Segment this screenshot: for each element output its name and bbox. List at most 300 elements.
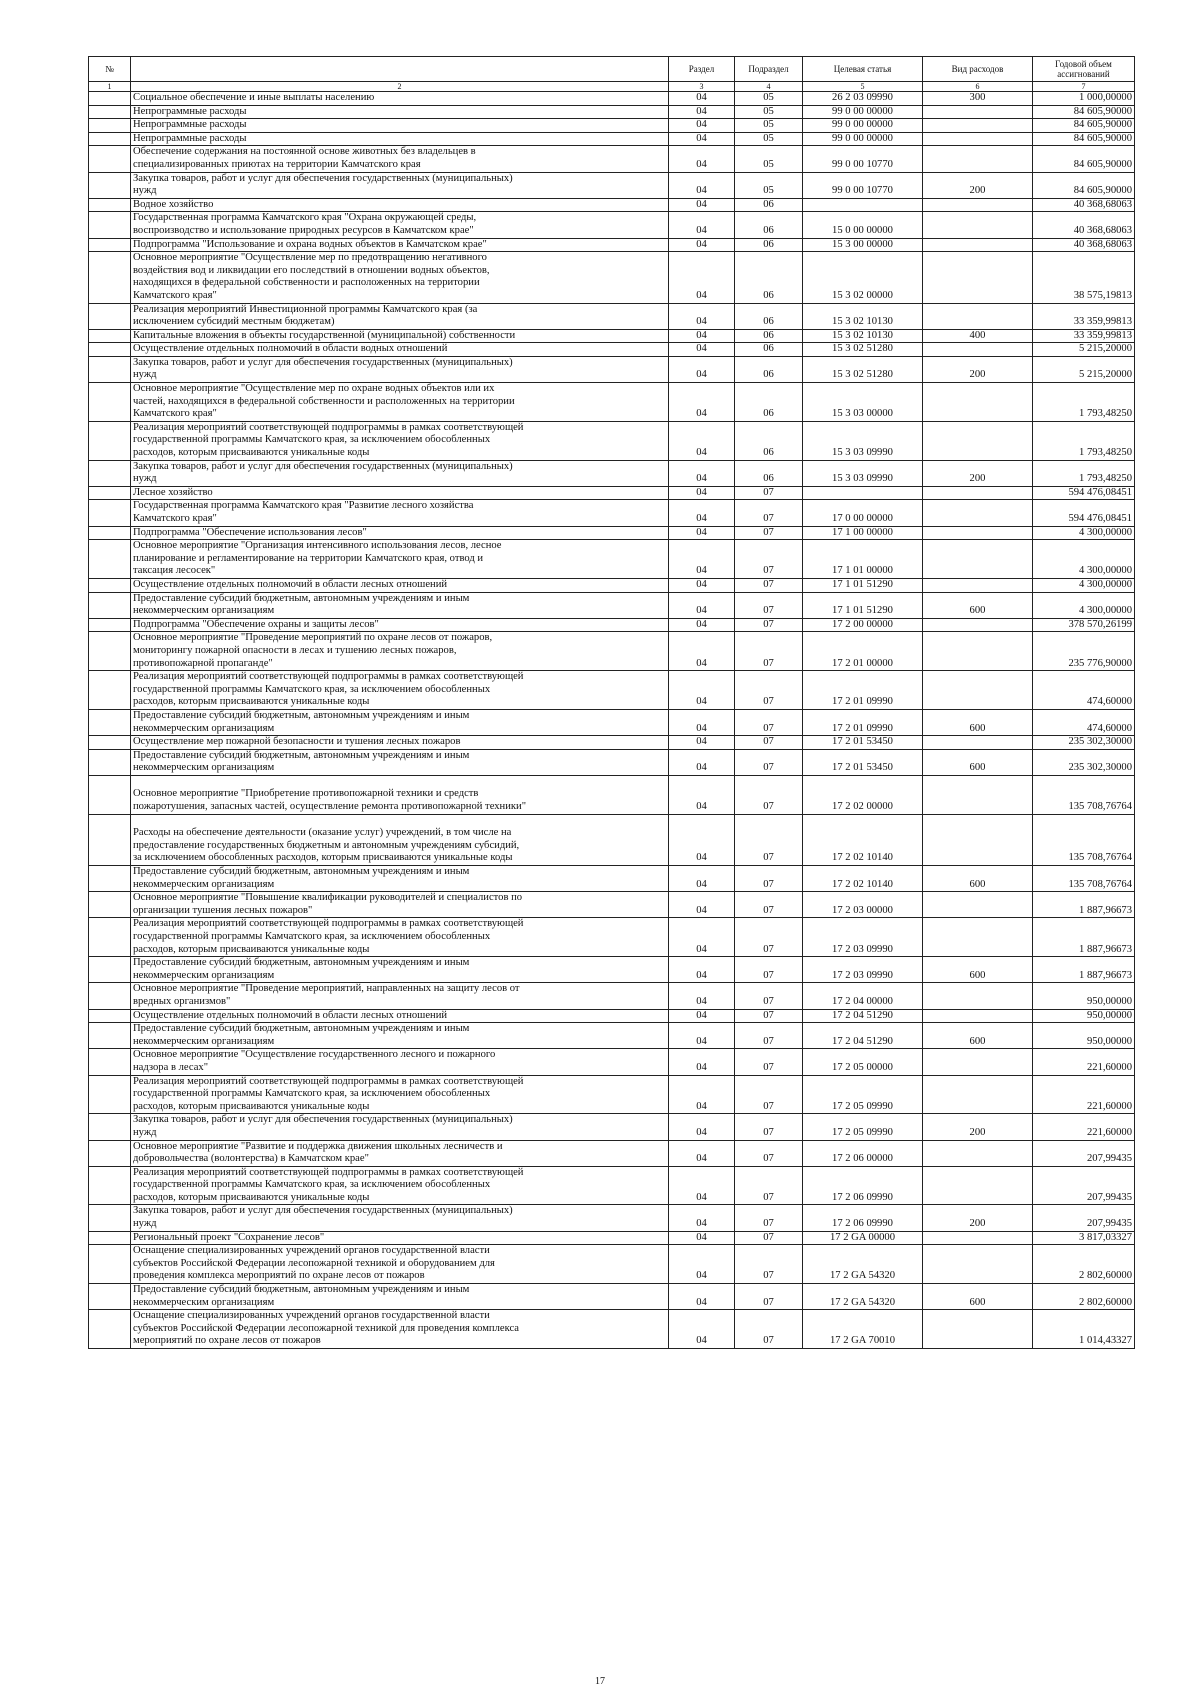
item-name: Осуществление мер пожарной безопасности и тушения лесных пожаров — [131, 736, 669, 750]
section-code: 04 — [669, 578, 735, 592]
subsection-code: 06 — [735, 356, 803, 382]
row-number-cell — [89, 1140, 131, 1166]
item-name: Государственная программа Камчатского края "Развитие лесного хозяйства Камчатского края" — [131, 500, 669, 526]
table-row — [89, 892, 1135, 918]
expense-type — [923, 526, 1033, 540]
annual-amount: 38 575,19813 — [1033, 252, 1135, 303]
section-code: 04 — [669, 526, 735, 540]
row-number-cell — [89, 749, 131, 775]
annual-amount: 221,60000 — [1033, 1114, 1135, 1140]
table-row — [89, 1205, 1135, 1231]
annual-amount: 235 302,30000 — [1033, 736, 1135, 750]
subsection-code: 06 — [735, 383, 803, 422]
annual-amount: 135 708,76764 — [1033, 814, 1135, 865]
item-name: Непрограммные расходы — [131, 105, 669, 119]
expense-type — [923, 212, 1033, 238]
table-row — [89, 1114, 1135, 1140]
table-row — [89, 132, 1135, 146]
table-row — [89, 578, 1135, 592]
subsection-code: 07 — [735, 526, 803, 540]
section-code: 04 — [669, 957, 735, 983]
table-row — [89, 1140, 1135, 1166]
item-name: Основное мероприятие "Развитие и поддержка движения школьных лесничеств и добровольчества (волонтерства) в Камчатском крае" — [131, 1140, 669, 1166]
item-name: Предоставление субсидий бюджетным, автономным учреждениям и иным некоммерческим организациям — [131, 709, 669, 735]
table-row — [89, 749, 1135, 775]
target-article: 99 0 00 00000 — [803, 132, 923, 146]
target-article: 99 0 00 00000 — [803, 105, 923, 119]
target-article: 17 2 06 09990 — [803, 1166, 923, 1205]
table-row — [89, 866, 1135, 892]
table-row — [89, 957, 1135, 983]
row-number-cell — [89, 892, 131, 918]
expense-type — [923, 632, 1033, 671]
row-number-cell — [89, 486, 131, 500]
target-article: 17 2 06 00000 — [803, 1140, 923, 1166]
subsection-code: 07 — [735, 1114, 803, 1140]
table-row — [89, 146, 1135, 172]
expense-type — [923, 238, 1033, 252]
section-code: 04 — [669, 421, 735, 460]
annual-amount: 5 215,20000 — [1033, 356, 1135, 382]
subsection-code: 06 — [735, 198, 803, 212]
item-name: Капитальные вложения в объекты государственной (муниципальной) собственности — [131, 329, 669, 343]
row-number-cell — [89, 1231, 131, 1245]
expense-type — [923, 146, 1033, 172]
target-article: 17 1 00 00000 — [803, 526, 923, 540]
row-number-cell — [89, 172, 131, 198]
section-code: 04 — [669, 343, 735, 357]
section-code: 04 — [669, 119, 735, 133]
table-row — [89, 540, 1135, 579]
subsection-code: 07 — [735, 1284, 803, 1310]
section-code: 04 — [669, 252, 735, 303]
table-row — [89, 1166, 1135, 1205]
target-article: 15 3 03 00000 — [803, 383, 923, 422]
row-number-cell — [89, 132, 131, 146]
target-article: 15 3 02 10130 — [803, 329, 923, 343]
subsection-code: 07 — [735, 1049, 803, 1075]
row-number-cell — [89, 343, 131, 357]
expense-type — [923, 1245, 1033, 1284]
expense-type — [923, 105, 1033, 119]
subsection-code: 07 — [735, 618, 803, 632]
column-number-row — [89, 82, 1135, 92]
expense-type — [923, 421, 1033, 460]
expense-type — [923, 1166, 1033, 1205]
target-article: 17 1 01 51290 — [803, 592, 923, 618]
table-row — [89, 500, 1135, 526]
annual-amount: 1 793,48250 — [1033, 421, 1135, 460]
item-name: Реализация мероприятий соответствующей подпрограммы в рамках соответствующей государственной программы Камчатского края, за исключением обособленных расходов, которым присваиваются уникальные коды — [131, 1166, 669, 1205]
expense-type — [923, 252, 1033, 303]
expense-type: 200 — [923, 172, 1033, 198]
annual-amount: 474,60000 — [1033, 709, 1135, 735]
table-row — [89, 632, 1135, 671]
expense-type: 200 — [923, 460, 1033, 486]
row-number-cell — [89, 814, 131, 865]
table-row — [89, 212, 1135, 238]
annual-amount: 221,60000 — [1033, 1075, 1135, 1114]
row-number-cell — [89, 460, 131, 486]
expense-type — [923, 1049, 1033, 1075]
subsection-code: 06 — [735, 343, 803, 357]
section-code: 04 — [669, 632, 735, 671]
section-code: 04 — [669, 749, 735, 775]
budget-table — [88, 56, 1135, 1349]
section-code: 04 — [669, 866, 735, 892]
section-code: 04 — [669, 918, 735, 957]
annual-amount: 4 300,00000 — [1033, 526, 1135, 540]
expense-type: 600 — [923, 866, 1033, 892]
item-name: Социальное обеспечение и иные выплаты населению — [131, 92, 669, 106]
item-name: Закупка товаров, работ и услуг для обеспечения государственных (муниципальных) нужд — [131, 172, 669, 198]
row-number-cell — [89, 500, 131, 526]
expense-type — [923, 343, 1033, 357]
target-article: 15 3 02 10130 — [803, 303, 923, 329]
section-code: 04 — [669, 709, 735, 735]
section-code: 04 — [669, 198, 735, 212]
target-article: 99 0 00 10770 — [803, 172, 923, 198]
item-name: Предоставление субсидий бюджетным, автономным учреждениям и иным некоммерческим организациям — [131, 1023, 669, 1049]
page-number: 17 — [595, 1676, 605, 1687]
table-row — [89, 1245, 1135, 1284]
annual-amount: 135 708,76764 — [1033, 775, 1135, 814]
row-number-cell — [89, 105, 131, 119]
section-code: 04 — [669, 1166, 735, 1205]
item-name: Подпрограмма "Обеспечение использования лесов" — [131, 526, 669, 540]
row-number-cell — [89, 866, 131, 892]
table-row — [89, 1231, 1135, 1245]
annual-amount: 1 793,48250 — [1033, 383, 1135, 422]
target-article: 15 0 00 00000 — [803, 212, 923, 238]
row-number-cell — [89, 146, 131, 172]
annual-amount: 1 014,43327 — [1033, 1310, 1135, 1349]
header-row — [89, 57, 1135, 82]
section-code: 04 — [669, 1245, 735, 1284]
annual-amount: 2 802,60000 — [1033, 1284, 1135, 1310]
annual-amount: 33 359,99813 — [1033, 303, 1135, 329]
section-code: 04 — [669, 303, 735, 329]
column-number: 4 — [735, 82, 803, 92]
section-code: 04 — [669, 356, 735, 382]
target-article: 17 0 00 00000 — [803, 500, 923, 526]
expense-type: 400 — [923, 329, 1033, 343]
item-name: Основное мероприятие "Приобретение противопожарной техники и средств пожаротушения, запасных частей, осуществление ремонта противопожарной техники" — [131, 775, 669, 814]
annual-amount: 5 215,20000 — [1033, 343, 1135, 357]
section-code: 04 — [669, 238, 735, 252]
section-code: 04 — [669, 1310, 735, 1349]
expense-type — [923, 1075, 1033, 1114]
subsection-code: 07 — [735, 632, 803, 671]
row-number-cell — [89, 92, 131, 106]
subsection-code: 07 — [735, 500, 803, 526]
item-name: Закупка товаров, работ и услуг для обеспечения государственных (муниципальных) нужд — [131, 1205, 669, 1231]
column-number: 1 — [89, 82, 131, 92]
target-article: 17 2 02 00000 — [803, 775, 923, 814]
table-row — [89, 238, 1135, 252]
table-row — [89, 329, 1135, 343]
table-row — [89, 671, 1135, 710]
annual-amount: 2 802,60000 — [1033, 1245, 1135, 1284]
target-article: 15 3 02 00000 — [803, 252, 923, 303]
subsection-code: 05 — [735, 105, 803, 119]
target-article: 17 2 03 00000 — [803, 892, 923, 918]
target-article: 15 3 03 09990 — [803, 460, 923, 486]
annual-amount: 84 605,90000 — [1033, 146, 1135, 172]
table-row — [89, 460, 1135, 486]
table-row — [89, 1284, 1135, 1310]
section-code: 04 — [669, 486, 735, 500]
subsection-code: 06 — [735, 421, 803, 460]
section-code: 04 — [669, 92, 735, 106]
row-number-cell — [89, 119, 131, 133]
item-name: Предоставление субсидий бюджетным, автономным учреждениям и иным некоммерческим организациям — [131, 1284, 669, 1310]
row-number-cell — [89, 356, 131, 382]
table-row — [89, 1075, 1135, 1114]
item-name: Государственная программа Камчатского края "Охрана окружающей среды, воспроизводство и использование природных ресурсов в Камчатском крае" — [131, 212, 669, 238]
section-code: 04 — [669, 1205, 735, 1231]
row-number-cell — [89, 212, 131, 238]
table-row — [89, 1310, 1135, 1349]
subsection-code: 07 — [735, 486, 803, 500]
target-article: 17 2 03 09990 — [803, 957, 923, 983]
row-number-cell — [89, 1245, 131, 1284]
item-name: Закупка товаров, работ и услуг для обеспечения государственных (муниципальных) нужд — [131, 356, 669, 382]
column-number: 5 — [803, 82, 923, 92]
subsection-code: 07 — [735, 1245, 803, 1284]
section-code: 04 — [669, 736, 735, 750]
annual-amount: 207,99435 — [1033, 1205, 1135, 1231]
item-name: Закупка товаров, работ и услуг для обеспечения государственных (муниципальных) нужд — [131, 460, 669, 486]
column-number: 7 — [1033, 82, 1135, 92]
row-number-cell — [89, 736, 131, 750]
row-number-cell — [89, 1205, 131, 1231]
subsection-code: 07 — [735, 814, 803, 865]
section-code: 04 — [669, 383, 735, 422]
table-row — [89, 421, 1135, 460]
target-article: 26 2 03 09990 — [803, 92, 923, 106]
expense-type — [923, 618, 1033, 632]
table-row — [89, 918, 1135, 957]
subsection-code: 07 — [735, 749, 803, 775]
table-row — [89, 252, 1135, 303]
row-number-cell — [89, 983, 131, 1009]
subsection-code: 05 — [735, 146, 803, 172]
row-number-cell — [89, 918, 131, 957]
expense-type — [923, 500, 1033, 526]
target-article — [803, 486, 923, 500]
item-name: Непрограммные расходы — [131, 132, 669, 146]
table-row — [89, 119, 1135, 133]
table-row — [89, 1023, 1135, 1049]
expense-type: 600 — [923, 592, 1033, 618]
table-row — [89, 775, 1135, 814]
target-article: 17 2 01 53450 — [803, 736, 923, 750]
annual-amount: 84 605,90000 — [1033, 119, 1135, 133]
target-article: 17 2 02 10140 — [803, 866, 923, 892]
section-code: 04 — [669, 1023, 735, 1049]
subsection-code: 07 — [735, 671, 803, 710]
item-name: Подпрограмма "Обеспечение охраны и защиты лесов" — [131, 618, 669, 632]
row-number-cell — [89, 1075, 131, 1114]
target-article: 17 2 01 53450 — [803, 749, 923, 775]
row-number-cell — [89, 1114, 131, 1140]
item-name: Региональный проект "Сохранение лесов" — [131, 1231, 669, 1245]
section-code: 04 — [669, 814, 735, 865]
row-number-cell — [89, 1284, 131, 1310]
target-article: 17 2 01 00000 — [803, 632, 923, 671]
expense-type — [923, 983, 1033, 1009]
annual-amount: 135 708,76764 — [1033, 866, 1135, 892]
item-name: Реализация мероприятий соответствующей подпрограммы в рамках соответствующей государственной программы Камчатского края, за исключением обособленных расходов, которым присваиваются уникальные коды — [131, 421, 669, 460]
item-name: Лесное хозяйство — [131, 486, 669, 500]
expense-type: 200 — [923, 1205, 1033, 1231]
annual-amount: 1 793,48250 — [1033, 460, 1135, 486]
row-number-cell — [89, 618, 131, 632]
table-row — [89, 618, 1135, 632]
target-article: 17 2 06 09990 — [803, 1205, 923, 1231]
item-name: Закупка товаров, работ и услуг для обеспечения государственных (муниципальных) нужд — [131, 1114, 669, 1140]
expense-type — [923, 486, 1033, 500]
target-article: 17 2 GA 70010 — [803, 1310, 923, 1349]
row-number-cell — [89, 1310, 131, 1349]
header-section: Раздел — [669, 57, 735, 82]
target-article: 17 2 05 09990 — [803, 1114, 923, 1140]
table-row — [89, 592, 1135, 618]
expense-type: 600 — [923, 749, 1033, 775]
expense-type — [923, 814, 1033, 865]
section-code: 04 — [669, 775, 735, 814]
section-code: 04 — [669, 329, 735, 343]
expense-type: 600 — [923, 957, 1033, 983]
annual-amount: 474,60000 — [1033, 671, 1135, 710]
row-number-cell — [89, 329, 131, 343]
subsection-code: 05 — [735, 132, 803, 146]
row-number-cell — [89, 252, 131, 303]
item-name: Основное мероприятие "Повышение квалификации руководителей и специалистов по организации тушения лесных пожаров" — [131, 892, 669, 918]
annual-amount: 950,00000 — [1033, 1023, 1135, 1049]
subsection-code: 07 — [735, 1205, 803, 1231]
target-article: 17 2 04 51290 — [803, 1009, 923, 1023]
header-amount: Годовой объем ассигнований — [1033, 57, 1135, 82]
expense-type: 600 — [923, 1284, 1033, 1310]
annual-amount: 84 605,90000 — [1033, 172, 1135, 198]
item-name: Основное мероприятие "Осуществление мер по предотвращению негативного воздействия вод и ликвидации его последствий в отношении водных объектов, находящихся в федеральной собственности и расположенных на территории Камчатского края" — [131, 252, 669, 303]
annual-amount: 950,00000 — [1033, 1009, 1135, 1023]
subsection-code: 06 — [735, 303, 803, 329]
subsection-code: 05 — [735, 172, 803, 198]
row-number-cell — [89, 578, 131, 592]
annual-amount: 235 776,90000 — [1033, 632, 1135, 671]
section-code: 04 — [669, 460, 735, 486]
subsection-code: 07 — [735, 1140, 803, 1166]
item-name: Водное хозяйство — [131, 198, 669, 212]
table-row — [89, 486, 1135, 500]
target-article: 17 2 GA 54320 — [803, 1245, 923, 1284]
target-article: 17 1 01 51290 — [803, 578, 923, 592]
target-article: 17 2 00 00000 — [803, 618, 923, 632]
annual-amount: 4 300,00000 — [1033, 578, 1135, 592]
table-row — [89, 105, 1135, 119]
header-num: № — [89, 57, 131, 82]
target-article: 17 2 05 00000 — [803, 1049, 923, 1075]
section-code: 04 — [669, 1075, 735, 1114]
expense-type — [923, 578, 1033, 592]
row-number-cell — [89, 775, 131, 814]
row-number-cell — [89, 198, 131, 212]
section-code: 04 — [669, 1114, 735, 1140]
table-row — [89, 343, 1135, 357]
annual-amount: 207,99435 — [1033, 1140, 1135, 1166]
expense-type — [923, 892, 1033, 918]
item-name: Основное мероприятие "Осуществление государственного лесного и пожарного надзора в лесах" — [131, 1049, 669, 1075]
annual-amount: 40 368,68063 — [1033, 198, 1135, 212]
subsection-code: 06 — [735, 238, 803, 252]
annual-amount: 40 368,68063 — [1033, 212, 1135, 238]
section-code: 04 — [669, 105, 735, 119]
target-article: 17 2 GA 54320 — [803, 1284, 923, 1310]
row-number-cell — [89, 957, 131, 983]
subsection-code: 07 — [735, 1166, 803, 1205]
subsection-code: 06 — [735, 329, 803, 343]
expense-type — [923, 303, 1033, 329]
row-number-cell — [89, 709, 131, 735]
item-name: Предоставление субсидий бюджетным, автономным учреждениям и иным некоммерческим организациям — [131, 957, 669, 983]
item-name: Основное мероприятие "Осуществление мер по охране водных объектов или их частей, находящихся в федеральной собственности и расположенных на территории Камчатского края" — [131, 383, 669, 422]
expense-type — [923, 119, 1033, 133]
subsection-code: 07 — [735, 1310, 803, 1349]
target-article: 15 3 02 51280 — [803, 356, 923, 382]
annual-amount: 40 368,68063 — [1033, 238, 1135, 252]
annual-amount: 1 887,96673 — [1033, 892, 1135, 918]
expense-type — [923, 540, 1033, 579]
subsection-code: 07 — [735, 1009, 803, 1023]
section-code: 04 — [669, 1009, 735, 1023]
annual-amount: 221,60000 — [1033, 1049, 1135, 1075]
target-article: 15 3 02 51280 — [803, 343, 923, 357]
section-code: 04 — [669, 500, 735, 526]
subsection-code: 07 — [735, 736, 803, 750]
subsection-code: 07 — [735, 540, 803, 579]
subsection-code: 05 — [735, 119, 803, 133]
expense-type — [923, 132, 1033, 146]
header-subsection: Подраздел — [735, 57, 803, 82]
annual-amount: 594 476,08451 — [1033, 486, 1135, 500]
item-name: Предоставление субсидий бюджетным, автономным учреждениям и иным некоммерческим организациям — [131, 592, 669, 618]
annual-amount: 950,00000 — [1033, 983, 1135, 1009]
row-number-cell — [89, 671, 131, 710]
header-type: Вид расходов — [923, 57, 1033, 82]
section-code: 04 — [669, 1231, 735, 1245]
expense-type — [923, 671, 1033, 710]
header-target: Целевая статья — [803, 57, 923, 82]
column-number: 2 — [131, 82, 669, 92]
item-name: Осуществление отдельных полномочий в области водных отношений — [131, 343, 669, 357]
annual-amount: 4 300,00000 — [1033, 540, 1135, 579]
expense-type — [923, 198, 1033, 212]
expense-type — [923, 1231, 1033, 1245]
item-name: Осуществление отдельных полномочий в области лесных отношений — [131, 578, 669, 592]
subsection-code: 06 — [735, 212, 803, 238]
section-code: 04 — [669, 892, 735, 918]
section-code: 04 — [669, 1284, 735, 1310]
subsection-code: 07 — [735, 866, 803, 892]
expense-type — [923, 1140, 1033, 1166]
annual-amount: 207,99435 — [1033, 1166, 1135, 1205]
table-row — [89, 383, 1135, 422]
annual-amount: 33 359,99813 — [1033, 329, 1135, 343]
section-code: 04 — [669, 983, 735, 1009]
